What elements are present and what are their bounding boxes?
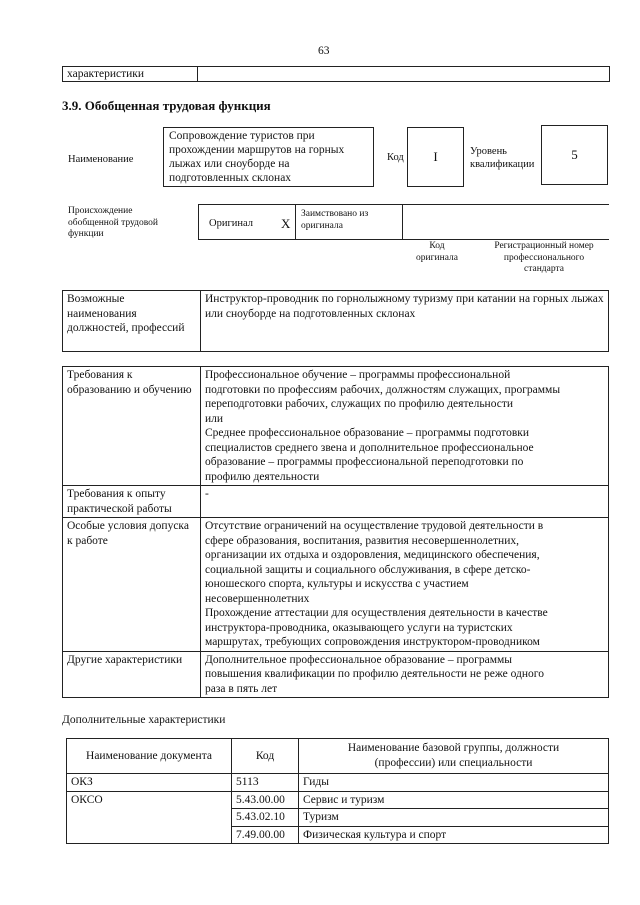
text-line: Дополнительное профессиональное образование – программы bbox=[205, 653, 512, 666]
requirement-label: Другие характеристики bbox=[63, 651, 201, 698]
text-line: сфере образования, воспитания, развития несовершеннолетних, bbox=[205, 534, 519, 547]
text-line: социальной защиты и социального обслуживания, в сфере детско- bbox=[205, 563, 531, 576]
code-value: I bbox=[433, 149, 438, 164]
table-row bbox=[63, 367, 609, 486]
text-line: профилю деятельности bbox=[205, 470, 320, 483]
original-mark: X bbox=[281, 216, 291, 231]
code-box bbox=[407, 127, 464, 187]
header-group: Наименование базовой группы, должности (профессии) или специальности bbox=[299, 739, 609, 774]
function-name-box bbox=[163, 127, 374, 187]
cell: 7.49.00.00 bbox=[232, 826, 299, 844]
additional-table bbox=[66, 738, 609, 844]
table-row bbox=[63, 518, 609, 652]
text-line: раза в пять лет bbox=[205, 682, 278, 695]
text-line: организации их отдыха и оздоровления, медицинского обеспечения, bbox=[205, 549, 540, 561]
requirement-value bbox=[201, 486, 609, 518]
header-code: Код bbox=[232, 739, 299, 774]
origin-label: Происхождение обобщенной трудовой функции bbox=[68, 206, 158, 239]
text-line: Прохождение аттестации для осуществления деятельности в качестве bbox=[205, 607, 548, 619]
positions-value: Инструктор-проводник по горнолыжному туризму при катании на горных лыжах или сноуборде на подготовленных склонах bbox=[201, 291, 609, 352]
header-doc-name: Наименование документа bbox=[67, 739, 232, 774]
code-label: Код bbox=[387, 152, 404, 163]
requirement-label: Требования к опыту практической работы bbox=[63, 486, 201, 518]
cell: 5113 bbox=[232, 774, 299, 792]
cell: Гиды bbox=[299, 774, 609, 792]
section-title: 3.9. Обобщенная трудовая функция bbox=[62, 98, 271, 113]
prev-table-tail bbox=[62, 66, 610, 82]
requirements-table bbox=[62, 366, 609, 698]
table-row bbox=[63, 291, 609, 352]
cell: Физическая культура и спорт bbox=[299, 826, 609, 844]
text-line: образование – программы профессиональной переподготовки по bbox=[205, 456, 524, 468]
text-line: Профессиональное обучение – программы профессиональной bbox=[205, 369, 511, 381]
origin-table bbox=[198, 204, 609, 240]
text-line: переподготовки рабочих, служащих по профилю деятельности bbox=[205, 398, 514, 410]
text-line: несовершеннолетних bbox=[205, 592, 310, 605]
level-label: Уровень квалификации bbox=[470, 146, 535, 170]
cell: Туризм bbox=[299, 809, 609, 827]
text-line: инструктора-проводника, оказывающего услуги на туристских bbox=[205, 621, 513, 634]
text-line: юношеского спорта, культуры и искусства с участием bbox=[205, 578, 469, 590]
prev-row-label: характеристики bbox=[67, 68, 145, 80]
original-label: Оригинал bbox=[209, 218, 253, 229]
requirement-value bbox=[201, 518, 609, 652]
name-label: Наименование bbox=[68, 154, 134, 165]
text-line: повышения квалификации по профилю деятельности не реже одного bbox=[205, 668, 544, 680]
cell: ОКСО bbox=[67, 791, 232, 844]
cell: 5.43.00.00 bbox=[232, 791, 299, 809]
page-number: 63 bbox=[318, 45, 330, 57]
reg-number-label: Регистрационный номер профессионального стандарта bbox=[494, 241, 594, 274]
text-line: подготовки по профессиям рабочих, должностям служащих, программы bbox=[205, 383, 561, 396]
requirement-value bbox=[201, 651, 609, 698]
table-row bbox=[63, 651, 609, 698]
level-box bbox=[541, 125, 608, 185]
requirement-label: Особые условия допуска к работе bbox=[63, 518, 201, 652]
borrowed-label: Заимствовано из оригинала bbox=[301, 209, 369, 231]
text-line: специалистов среднего звена и дополнительное профессиональное bbox=[205, 441, 534, 454]
table-row bbox=[67, 774, 609, 792]
text-line: Отсутствие ограничений на осуществление трудовой деятельности в bbox=[205, 520, 544, 532]
cell: Сервис и туризм bbox=[299, 791, 609, 809]
text-line: маршрутах, требующих сопровождения инструктором-проводником bbox=[205, 636, 540, 648]
text-line: Среднее профессиональное образование – программы подготовки bbox=[205, 427, 530, 439]
table-row bbox=[67, 791, 609, 809]
requirement-label: Требования к образованию и обучению bbox=[63, 367, 201, 486]
level-value: 5 bbox=[571, 147, 578, 162]
text-line: - bbox=[205, 488, 209, 500]
additional-title: Дополнительные характеристики bbox=[62, 714, 226, 726]
cell: 5.43.02.10 bbox=[232, 809, 299, 827]
original-code-label: Код оригинала bbox=[416, 241, 458, 263]
function-name: Сопровождение туристов при прохождении маршрутов на горных лыжах или сноуборде на подготовленных склонах bbox=[169, 130, 345, 184]
requirement-value bbox=[201, 367, 609, 486]
text-line: или bbox=[205, 412, 224, 425]
table-row bbox=[63, 486, 609, 518]
positions-label: Возможные наименования должностей, профессий bbox=[63, 291, 201, 352]
positions-table bbox=[62, 290, 609, 352]
table-row bbox=[67, 739, 609, 774]
cell: ОКЗ bbox=[67, 774, 232, 792]
